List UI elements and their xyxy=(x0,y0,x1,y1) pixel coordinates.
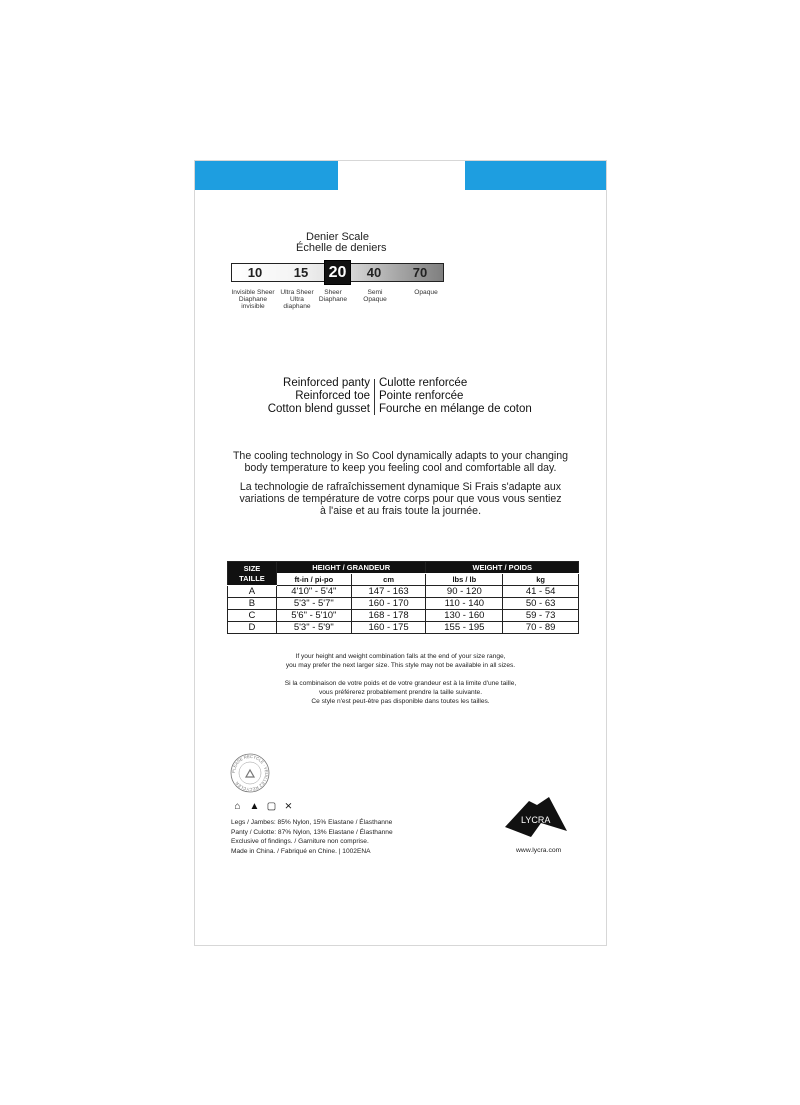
height-subheader-cm: cm xyxy=(351,574,426,586)
description-fr: La technologie de rafraîchissement dynamique Si Frais s'adapte aux variations de température de votre corps pour que vous vous sentiez à l'aise et au frais toute la journée. xyxy=(239,481,562,517)
svg-text:LYCRA: LYCRA xyxy=(521,815,551,825)
lycra-logo-icon xyxy=(501,793,571,841)
denier-20-active: 20 xyxy=(324,260,351,285)
denier-40: 40 xyxy=(366,265,382,280)
care-icons xyxy=(232,802,294,812)
denier-label-10: Invisible Sheer Diaphane invisible xyxy=(231,289,275,310)
top-right-blue-band xyxy=(465,161,606,190)
denier-label-15: Ultra Sheer Ultra diaphane xyxy=(280,289,314,310)
height-header: HEIGHT / GRANDEUR xyxy=(276,562,426,574)
tumble-dry-icon: ▢ xyxy=(266,801,277,812)
denier-label-70: Opaque xyxy=(414,289,438,296)
denier-label-20: Sheer Diaphane xyxy=(318,289,348,303)
size-header: SIZE TAILLE xyxy=(228,562,277,586)
height-subheader-ftin: ft-in / pi-po xyxy=(276,574,351,586)
no-iron-icon: ⨯ xyxy=(284,801,293,812)
size-note-fr: Si la combinaison de votre poids et de votre grandeur est à la limite d'une taille, vous préférerez probablement prendre la taille suivante. Ce style n'est peut-être pas disponible dans toutes les tailles. xyxy=(284,680,517,705)
table-row: A 4'10" - 5'4" 147 - 163 90 - 120 41 - 54 xyxy=(228,586,579,598)
top-left-blue-band xyxy=(195,161,338,190)
denier-scale-bar xyxy=(231,263,444,282)
description-en: The cooling technology in So Cool dynamically adapts to your changing body temperature to keep you feeling cool and comfortable all day. xyxy=(232,450,569,474)
denier-scale-title-fr: Échelle de deniers xyxy=(296,242,387,254)
size-chart-table xyxy=(227,561,579,634)
denier-scale-title: Denier Scale xyxy=(306,231,369,243)
package-back-panel xyxy=(194,160,607,946)
weight-header: WEIGHT / POIDS xyxy=(426,562,579,574)
table-row: C 5'6" - 5'10" 168 - 178 130 - 160 59 - 73 xyxy=(228,610,579,622)
weight-subheader-lbs: lbs / lb xyxy=(426,574,503,586)
denier-70: 70 xyxy=(412,265,428,280)
fabric-content: Legs / Jambes: 85% Nylon, 15% Elastane / Élasthanne Panty / Culotte: 87% Nylon, 13% Elastane / Élasthanne Exclusive of findings. / Garniture non comprise. Made in China. / Fabriqué en Chine. | 1002ENA xyxy=(231,819,393,855)
weight-subheader-kg: kg xyxy=(503,574,579,586)
denier-15: 15 xyxy=(293,265,309,280)
table-row: D 5'3" - 5'9" 160 - 175 155 - 195 70 - 89 xyxy=(228,622,579,634)
svg-text:PLEASE RECYCLE · VEUILLEZ RECY: PLEASE RECYCLE · VEUILLEZ RECYCLER xyxy=(230,753,270,793)
denier-label-40: Semi Opaque xyxy=(363,289,387,303)
denier-scale-labels xyxy=(231,289,444,317)
size-note-en: If your height and weight combination falls at the end of your size range, you may prefer the next larger size. This style may not be available in all sizes. xyxy=(285,653,516,669)
no-bleach-icon: ▲ xyxy=(249,801,260,812)
features-en: Reinforced panty Reinforced toe Cotton blend gusset xyxy=(267,377,370,415)
denier-10: 10 xyxy=(247,265,263,280)
table-row: B 5'3" - 5'7" 160 - 170 110 - 140 50 - 63 xyxy=(228,598,579,610)
lycra-url: www.lycra.com xyxy=(516,847,562,854)
features-fr: Culotte renforcée Pointe renforcée Fourche en mélange de coton xyxy=(379,377,532,415)
recycle-icon xyxy=(230,753,270,793)
features-divider xyxy=(374,379,375,415)
hand-wash-icon: ⌂ xyxy=(234,801,241,812)
